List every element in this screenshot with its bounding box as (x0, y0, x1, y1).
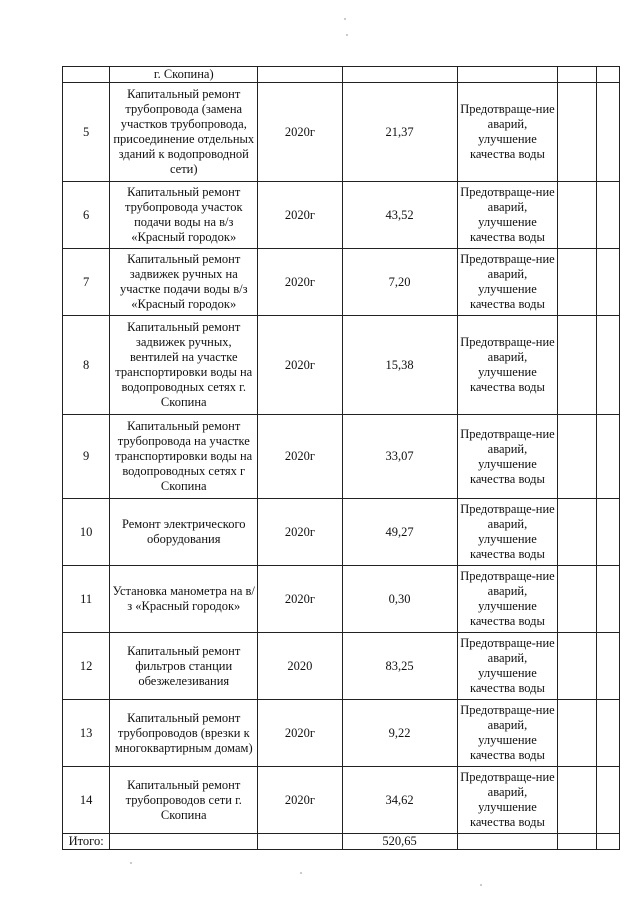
cell-sum: 21,37 (342, 83, 457, 182)
cell-extra (597, 249, 620, 316)
cell-num (63, 67, 110, 83)
cell-goal: Предотвраще-ние аварий, улучшение качества воды (457, 767, 558, 834)
cell-sum: 83,25 (342, 633, 457, 700)
cell-extra (597, 834, 620, 850)
table-row (63, 83, 620, 182)
cell-goal: Предотвраще-ние аварий, улучшение качества воды (457, 316, 558, 415)
continuation-text: г. Скопина) (153, 67, 214, 81)
cell-extra (558, 67, 597, 83)
cell-extra (558, 767, 597, 834)
cell-extra (597, 67, 620, 83)
cell-goal: Предотвраще-ние аварий, улучшение качества воды (457, 415, 558, 499)
cell-extra (597, 499, 620, 566)
cell-name: Установка манометра на в/з «Красный городок» (110, 566, 258, 633)
total-row (63, 834, 620, 850)
scan-speck (480, 884, 482, 886)
total-label: Итого: (63, 834, 110, 850)
cell-name (110, 67, 258, 83)
cell-extra (558, 834, 597, 850)
cell-name: Капитальный ремонт фильтров станции обезжелезивания (110, 633, 258, 700)
cell-num: 7 (63, 249, 110, 316)
cell-num: 12 (63, 633, 110, 700)
table-row (63, 249, 620, 316)
cell-extra (597, 316, 620, 415)
cell-year: 2020г (258, 182, 342, 249)
cell-num: 13 (63, 700, 110, 767)
cell-num: 11 (63, 566, 110, 633)
table-row (63, 499, 620, 566)
scan-speck (300, 872, 302, 874)
cell-extra (558, 316, 597, 415)
cell-goal: Предотвраще-ние аварий, улучшение качества воды (457, 499, 558, 566)
cell-year: 2020г (258, 415, 342, 499)
cell-goal: Предотвраще-ние аварий, улучшение качества воды (457, 249, 558, 316)
cell-num: 8 (63, 316, 110, 415)
cell-name: Капитальный ремонт трубопровода на участке транспортировки воды на водопроводных сетях г Скопина (110, 415, 258, 499)
cell-sum: 43,52 (342, 182, 457, 249)
investment-table (62, 66, 620, 850)
cell-year: 2020г (258, 767, 342, 834)
scan-speck (346, 34, 348, 36)
cell-extra (597, 182, 620, 249)
cell-year: 2020г (258, 700, 342, 767)
cell-sum: 34,62 (342, 767, 457, 834)
cell-goal: Предотвраще-ние аварий, улучшение качества воды (457, 633, 558, 700)
table-row (63, 415, 620, 499)
cell-sum: 15,38 (342, 316, 457, 415)
cell-year: 2020г (258, 566, 342, 633)
cell-sum: 0,30 (342, 566, 457, 633)
cell-num: 10 (63, 499, 110, 566)
cell-name: Ремонт электрического оборудования (110, 499, 258, 566)
table-row (63, 633, 620, 700)
cell-goal: Предотвраще-ние аварий, улучшение качества воды (457, 700, 558, 767)
table-row (63, 767, 620, 834)
cell-name: Капитальный ремонт задвижек ручных на участке подачи воды в/з «Красный городок» (110, 249, 258, 316)
cell-sum: 33,07 (342, 415, 457, 499)
cell-year: 2020г (258, 499, 342, 566)
cell-goal: Предотвраще-ние аварий, улучшение качества воды (457, 566, 558, 633)
cell-name: Капитальный ремонт трубопровода (замена участков трубопровода, присоединение отдельных зданий к водопроводной сети) (110, 83, 258, 182)
cell-sum: 49,27 (342, 499, 457, 566)
cell-year (258, 834, 342, 850)
cell-extra (597, 700, 620, 767)
cell-year: 2020г (258, 316, 342, 415)
total-sum: 520,65 (342, 834, 457, 850)
cell-goal: Предотвраще-ние аварий, улучшение качества воды (457, 83, 558, 182)
cell-extra (597, 633, 620, 700)
cell-year (258, 67, 342, 83)
cell-year: 2020г (258, 83, 342, 182)
cell-name: Капитальный ремонт трубопроводов сети г. Скопина (110, 767, 258, 834)
cell-year: 2020 (258, 633, 342, 700)
cell-extra (558, 249, 597, 316)
cell-extra (597, 83, 620, 182)
cell-extra (558, 83, 597, 182)
cell-extra (558, 700, 597, 767)
cell-sum (342, 67, 457, 83)
table-row (63, 316, 620, 415)
table-row (63, 700, 620, 767)
cell-name: Капитальный ремонт трубопроводов (врезки к многоквартирным домам) (110, 700, 258, 767)
cell-num: 9 (63, 415, 110, 499)
cell-extra (558, 566, 597, 633)
cell-name (110, 834, 258, 850)
cell-num: 6 (63, 182, 110, 249)
cell-extra (558, 633, 597, 700)
scan-speck (344, 18, 346, 20)
cell-extra (558, 182, 597, 249)
cell-extra (558, 499, 597, 566)
table-row (63, 566, 620, 633)
cell-goal (457, 834, 558, 850)
cell-extra (597, 767, 620, 834)
cell-extra (597, 415, 620, 499)
cell-goal: Предотвраще-ние аварий, улучшение качества воды (457, 182, 558, 249)
continuation-row (63, 67, 620, 83)
cell-goal (457, 67, 558, 83)
cell-year: 2020г (258, 249, 342, 316)
cell-sum: 7,20 (342, 249, 457, 316)
cell-num: 14 (63, 767, 110, 834)
cell-extra (558, 415, 597, 499)
cell-sum: 9,22 (342, 700, 457, 767)
scan-speck (130, 862, 132, 864)
cell-name: Капитальный ремонт трубопровода участок подачи воды на в/з «Красный городок» (110, 182, 258, 249)
table-row (63, 182, 620, 249)
cell-extra (597, 566, 620, 633)
cell-num: 5 (63, 83, 110, 182)
cell-name: Капитальный ремонт задвижек ручных, вентилей на участке транспортировки воды на водопроводных сетях г. Скопина (110, 316, 258, 415)
